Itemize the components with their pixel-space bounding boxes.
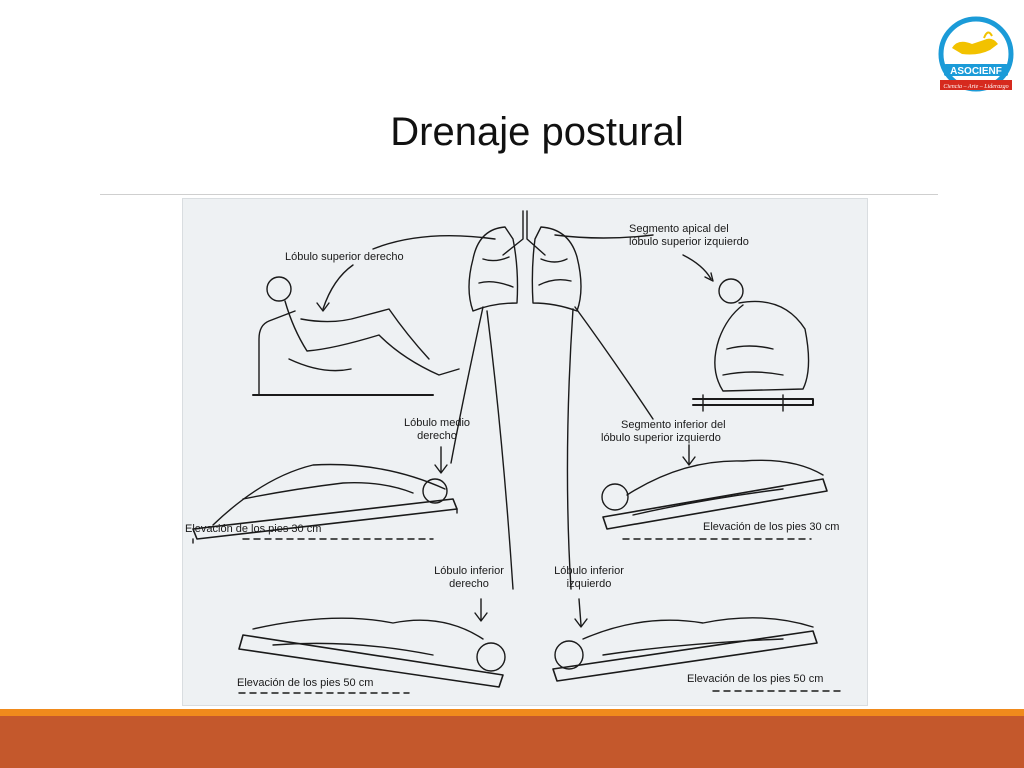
- left-lower-lobe-patient-figure: [553, 618, 817, 681]
- logo-name: ASOCIENF: [950, 66, 1002, 77]
- logo-tagline: Ciencia – Arte – Liderazgo: [943, 84, 1009, 90]
- label-lobulo-medio-line1: Lóbulo medio: [403, 417, 471, 429]
- illustration-drawing: [183, 199, 868, 706]
- footer-accent-stripe: [0, 709, 1024, 716]
- label-lobulo-inferior-derecho-line1: Lóbulo inferior: [434, 565, 504, 577]
- label-lobulo-medio-line2: derecho: [417, 430, 457, 442]
- title-divider: [100, 194, 938, 195]
- logo-emblem: [938, 14, 1014, 96]
- arrow: [575, 599, 587, 627]
- pointer-line: [487, 311, 513, 589]
- label-elevacion-50-right: Elevación de los pies 50 cm: [687, 673, 824, 685]
- seated-patient-figure: [693, 279, 813, 411]
- asocienf-logo: [938, 14, 1014, 96]
- label-elevacion-30-left: Elevación de los pies 30 cm: [185, 523, 322, 535]
- label-elevacion-50-left: Elevación de los pies 50 cm: [237, 677, 374, 689]
- postural-drainage-illustration: [182, 198, 868, 706]
- label-segmento-inferior-line2: lóbulo superior izquierdo: [601, 432, 721, 444]
- lungs-icon: [469, 211, 581, 311]
- label-elevacion-30-right: Elevación de los pies 30 cm: [703, 521, 840, 533]
- slide-title: Drenaje postural: [390, 110, 684, 154]
- arrow: [683, 255, 711, 279]
- label-lobulo-inferior-derecho-line2: derecho: [449, 578, 489, 590]
- pointer-line: [575, 307, 653, 419]
- label-lobulo-superior-derecho: Lóbulo superior derecho: [285, 251, 404, 263]
- label-lobulo-inferior-izquierdo-line1: Lóbulo inferior: [554, 565, 624, 577]
- pointer-line: [567, 309, 573, 589]
- label-segmento-apical-line1: Segmento apical del: [629, 223, 729, 235]
- label-segmento-apical-line2: lóbulo superior izquierdo: [629, 236, 749, 248]
- reclining-patient-figure: [253, 277, 459, 395]
- arrow: [435, 447, 447, 473]
- arrow: [323, 265, 353, 309]
- left-superior-lobe-patient-figure: [602, 460, 827, 529]
- arrow: [475, 599, 487, 621]
- footer-band: [0, 716, 1024, 768]
- label-segmento-inferior-line1: Segmento inferior del: [621, 419, 726, 431]
- label-lobulo-inferior-izquierdo-line2: izquierdo: [566, 578, 612, 590]
- arrow: [683, 445, 695, 465]
